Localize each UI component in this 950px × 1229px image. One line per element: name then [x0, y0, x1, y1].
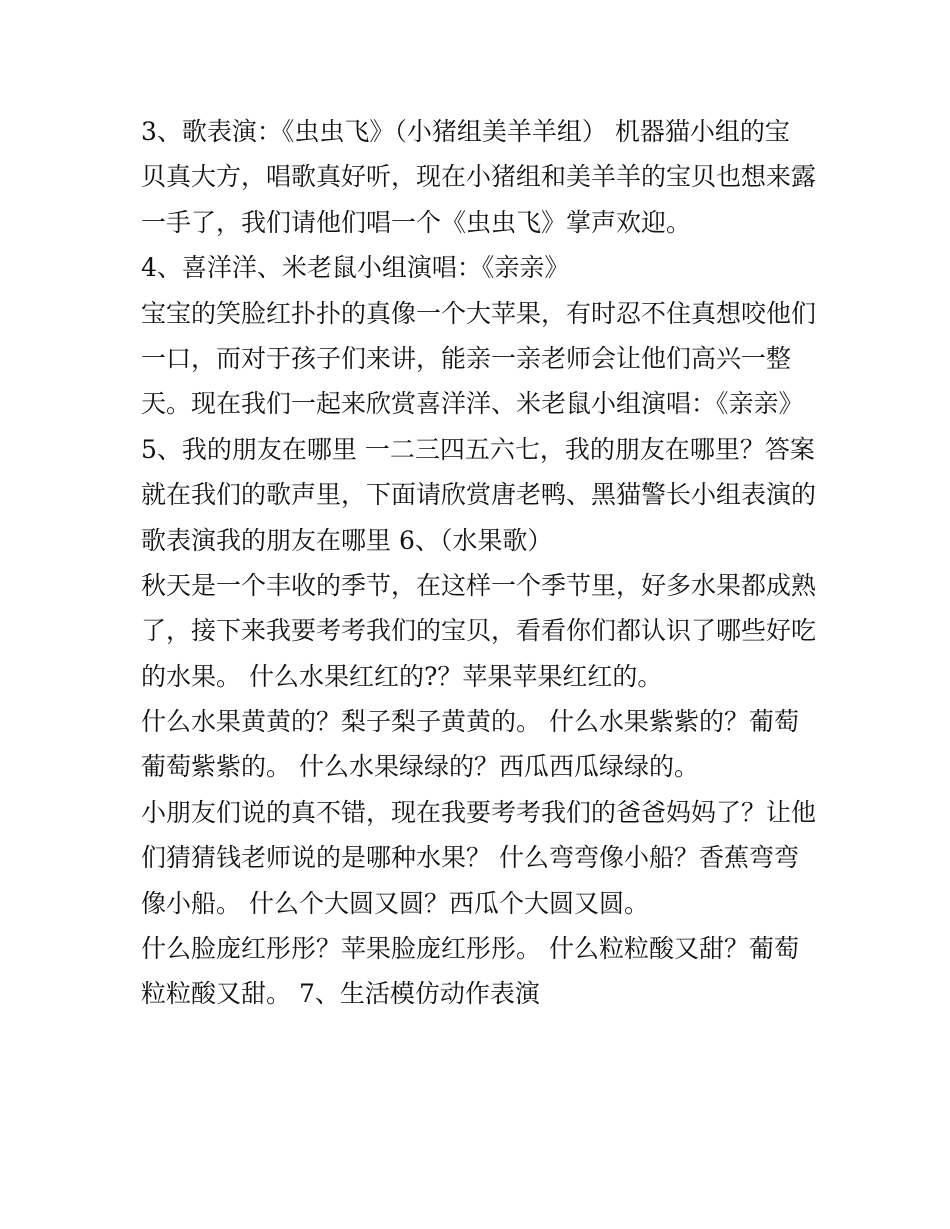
- text-line: 4、喜洋洋、米老鼠小组演唱：《亲亲》: [141, 253, 570, 283]
- text-line: 天。现在我们一起来欣赏喜洋洋、米老鼠小组演唱：《亲亲》: [141, 389, 804, 419]
- text-line: 5、我的朋友在哪里 一二三四五六七，我的朋友在哪里？答案: [141, 434, 815, 464]
- text-line: 贝真大方，唱歌真好听，现在小猪组和美羊羊的宝贝也想来露: [141, 162, 817, 192]
- text-line: 小朋友们说的真不错，现在我要考考我们的爸爸妈妈了？让他: [141, 797, 817, 827]
- text-line: 宝宝的笑脸红扑扑的真像一个大苹果，有时忍不住真想咬他们: [141, 298, 817, 328]
- text-line: 葡萄紫紫的。 什么水果绿绿的？西瓜西瓜绿绿的。: [141, 752, 699, 782]
- text-line: 一手了，我们请他们唱一个《虫虫飞》掌声欢迎。: [141, 207, 692, 237]
- text-line: 像小船。 什么个大圆又圆？西瓜个大圆又圆。: [141, 888, 649, 918]
- text-line: 什么水果黄黄的？梨子梨子黄黄的。 什么水果紫紫的？葡萄: [141, 707, 799, 737]
- text-line: 秋天是一个丰收的季节，在这样一个季节里，好多水果都成熟: [141, 570, 817, 600]
- document-body: [141, 109, 821, 1017]
- text-line: 的水果。 什么水果红红的?？苹果苹果红红的。: [141, 661, 663, 691]
- text-line: 粒粒酸又甜。 7、生活模仿动作表演: [141, 979, 540, 1009]
- text-line: 了，接下来我要考考我们的宝贝，看看你们都认识了哪些好吃: [141, 616, 817, 646]
- text-line: 就在我们的歌声里，下面请欣赏唐老鸭、黑猫警长小组表演的: [141, 480, 817, 510]
- text-line: 什么脸庞红彤彤？苹果脸庞红彤彤。 什么粒粒酸又甜？葡萄: [141, 934, 799, 964]
- text-line: 3、歌表演：《虫虫飞》（小猪组美羊羊组） 机器猫小组的宝: [141, 117, 790, 146]
- text-line: 歌表演我的朋友在哪里 6、（水果歌）: [141, 525, 553, 555]
- text-line: 一口，而对于孩子们来讲，能亲一亲老师会让他们高兴一整: [141, 343, 792, 373]
- text-line: 们猜猜钱老师说的是哪种水果？ 什么弯弯像小船？香蕉弯弯: [141, 843, 799, 873]
